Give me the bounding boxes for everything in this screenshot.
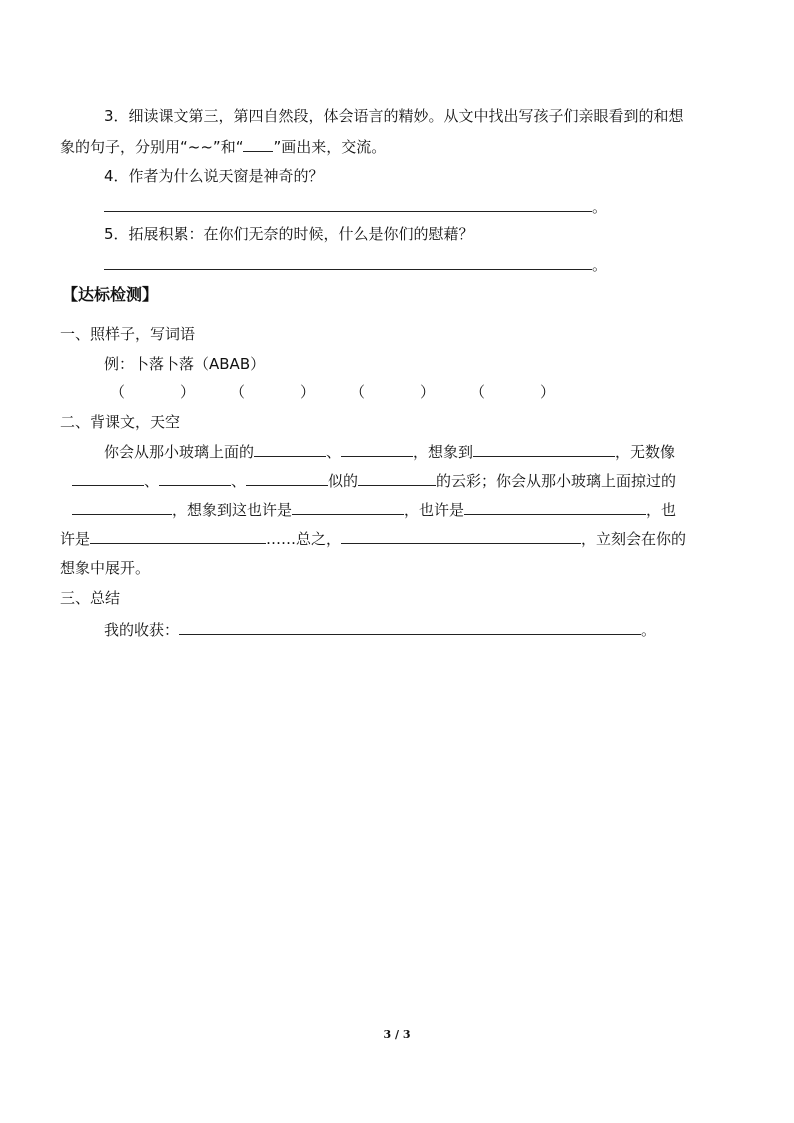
section-heading: 【达标检测】 <box>62 285 159 304</box>
text: 的云彩；你会从那小玻璃上面掠过的 <box>436 472 677 490</box>
harvest-label: 我的收获： <box>104 621 180 639</box>
part-2-line-3 <box>72 499 676 520</box>
part-1-title: 一、照样子，写词语 <box>60 325 196 343</box>
q3-text-b: ”和“ <box>212 138 244 156</box>
answer-blank[interactable] <box>104 254 592 270</box>
fill-blank[interactable] <box>246 470 328 486</box>
fill-blank[interactable] <box>292 499 404 515</box>
harvest-blank[interactable] <box>179 619 641 635</box>
fill-blank[interactable] <box>159 470 231 486</box>
text: 许是 <box>60 530 91 548</box>
period: 。 <box>592 256 608 274</box>
period: 。 <box>641 621 657 639</box>
text: 、 <box>326 443 342 461</box>
paren-close-4: ） <box>540 383 556 401</box>
text: 似的 <box>328 472 359 490</box>
question-4-answer-line <box>104 196 607 217</box>
fill-blank[interactable] <box>341 441 413 457</box>
paren-close-1: ） <box>180 383 196 401</box>
part-2-line-1 <box>104 441 675 462</box>
part-3-harvest-line <box>104 619 656 640</box>
fill-blank[interactable] <box>358 470 436 486</box>
wavy-mark: ~~ <box>187 138 213 156</box>
text: 、 <box>144 472 160 490</box>
text: ，立刻会在你的 <box>581 530 687 548</box>
text: 你会从那小玻璃上面的 <box>104 443 255 461</box>
paren-open-2: （ <box>230 383 246 401</box>
text: 、 <box>231 472 247 490</box>
page-number: 3 / 3 <box>383 1028 411 1041</box>
part-2-line-4 <box>60 528 686 549</box>
question-5: 5．拓展积累：在你们无奈的时候，什么是你们的慰藉？ <box>104 225 474 243</box>
fill-blank[interactable] <box>72 470 144 486</box>
period: 。 <box>592 198 608 216</box>
answer-blank[interactable] <box>104 196 592 212</box>
text: ，也 <box>646 501 677 519</box>
q3-text-c: ”画出来，交流。 <box>273 138 387 156</box>
text: ，也许是 <box>404 501 465 519</box>
fill-blank[interactable] <box>473 441 615 457</box>
part-2-line-5: 想象中展开。 <box>60 559 151 577</box>
paren-open-3: （ <box>350 383 366 401</box>
question-3-line-1: 3．细读课文第三，第四自然段，体会语言的精妙。从文中找出写孩子们亲眼看到的和想 <box>104 107 684 125</box>
question-4: 4．作者为什么说天窗是神奇的？ <box>104 167 324 185</box>
part-2-title: 二、背课文，天空 <box>60 413 181 431</box>
part-3-title: 三、总结 <box>60 589 121 607</box>
straight-line-mark <box>243 136 273 152</box>
text: ，无数像 <box>615 443 676 461</box>
fill-blank[interactable] <box>90 528 266 544</box>
fill-blank[interactable] <box>341 528 581 544</box>
text: ，想象到这也许是 <box>172 501 293 519</box>
part-1-example: 例：卜落卜落（ABAB） <box>104 355 266 373</box>
text: ……总之， <box>266 530 342 548</box>
fill-blank[interactable] <box>72 499 172 515</box>
question-3-line-2 <box>60 136 386 157</box>
text: ，想象到 <box>413 443 474 461</box>
paren-close-3: ） <box>420 383 436 401</box>
paren-open-1: （ <box>110 383 126 401</box>
paren-close-2: ） <box>300 383 316 401</box>
question-5-answer-line <box>104 254 607 275</box>
part-2-line-2 <box>72 470 676 491</box>
q3-text-a: 象的句子，分别用“ <box>60 138 188 156</box>
paren-open-4: （ <box>470 383 486 401</box>
fill-blank[interactable] <box>254 441 326 457</box>
fill-blank[interactable] <box>464 499 646 515</box>
